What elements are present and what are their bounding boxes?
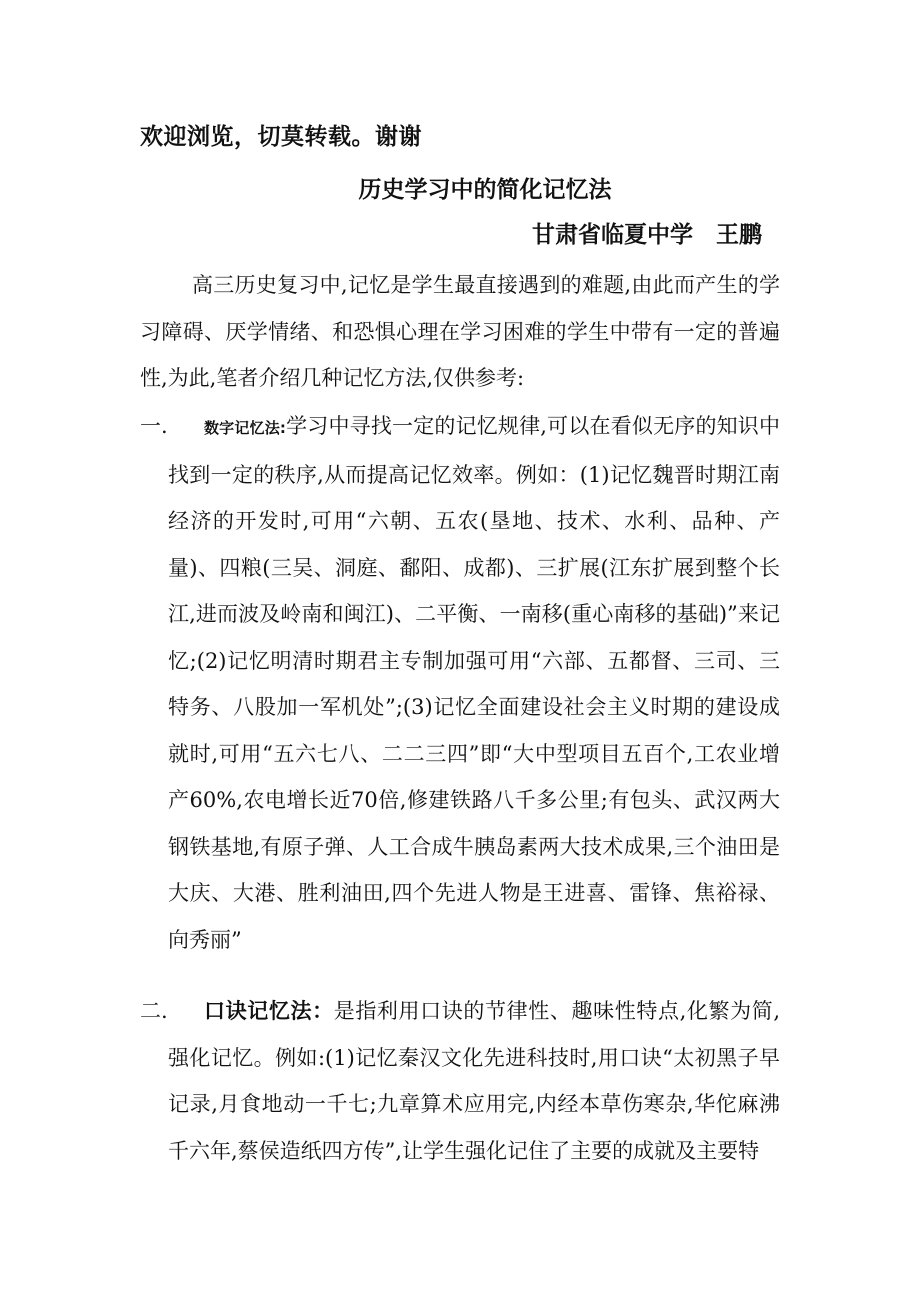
section-2 [140,988,780,1174]
section-2-number: 二. [140,999,168,1023]
section-1-number: 一. [140,414,168,438]
intro-paragraph: 高三历史复习中,记忆是学生最直接遇到的难题,由此而产生的学习障碍、厌学情绪、和恐惧心理在学习困难的学生中带有一定的普遍性,为此,笔者介绍几种记忆方法,仅供参考: [140,273,780,390]
section-1 [140,403,780,963]
section-1-text: 学习中寻找一定的记忆规律,可以在看似无序的知识中找到一定的秩序,从而提高记忆效率。例如：(1)记忆魏晋时期江南经济的开发时,可用“六朝、五农(垦地、技术、水利、品种、产量)、四粮(三吴、洞庭、鄱阳、成都)、三扩展(江东扩展到整个长江,进而波及岭南和闽江)、二平衡、一南移(重心南移的基础)”来记忆;(2)记忆明清时期君主专制加强可用“六部、五都督、三司、三特务、八股加一军机处”;(3)记忆全面建设社会主义时期的建设成就时,可用“五六七八、二二三四”即“大中型项目五百个,工农业增产60%,农电增长近70倍,修建铁路八千多公里;有包头、武汉两大钢铁基地,有原子弹、人工合成牛胰岛素两大技术成果,三个油田是大庆、大港、胜利油田,四个先进人物是王进喜、雷锋、焦裕禄、向秀丽” [168,414,780,952]
author-line: 甘肃省临夏中学 王鹏 [532,222,762,248]
section-1-label: 数字记忆法: [204,419,286,437]
section-2-content [168,988,780,1174]
notice-line: 欢迎浏览，切莫转载。谢谢 [140,124,422,150]
section-2-label: 口诀记忆法： [204,999,334,1023]
section-2-text: 是指利用口诀的节律性、趣味性特点,化繁为简,强化记忆。例如:(1)记忆秦汉文化先进科技时,用口诀“太初黑子早记录,月食地动一千七;九章算术应用完,内经本草伤寒杂,华佗麻沸千六年,蔡侯造纸四方传”,让学生强化记住了主要的成就及主要特 [168,999,780,1163]
document-title: 历史学习中的简化记忆法 [358,177,612,203]
section-1-content [168,403,780,963]
